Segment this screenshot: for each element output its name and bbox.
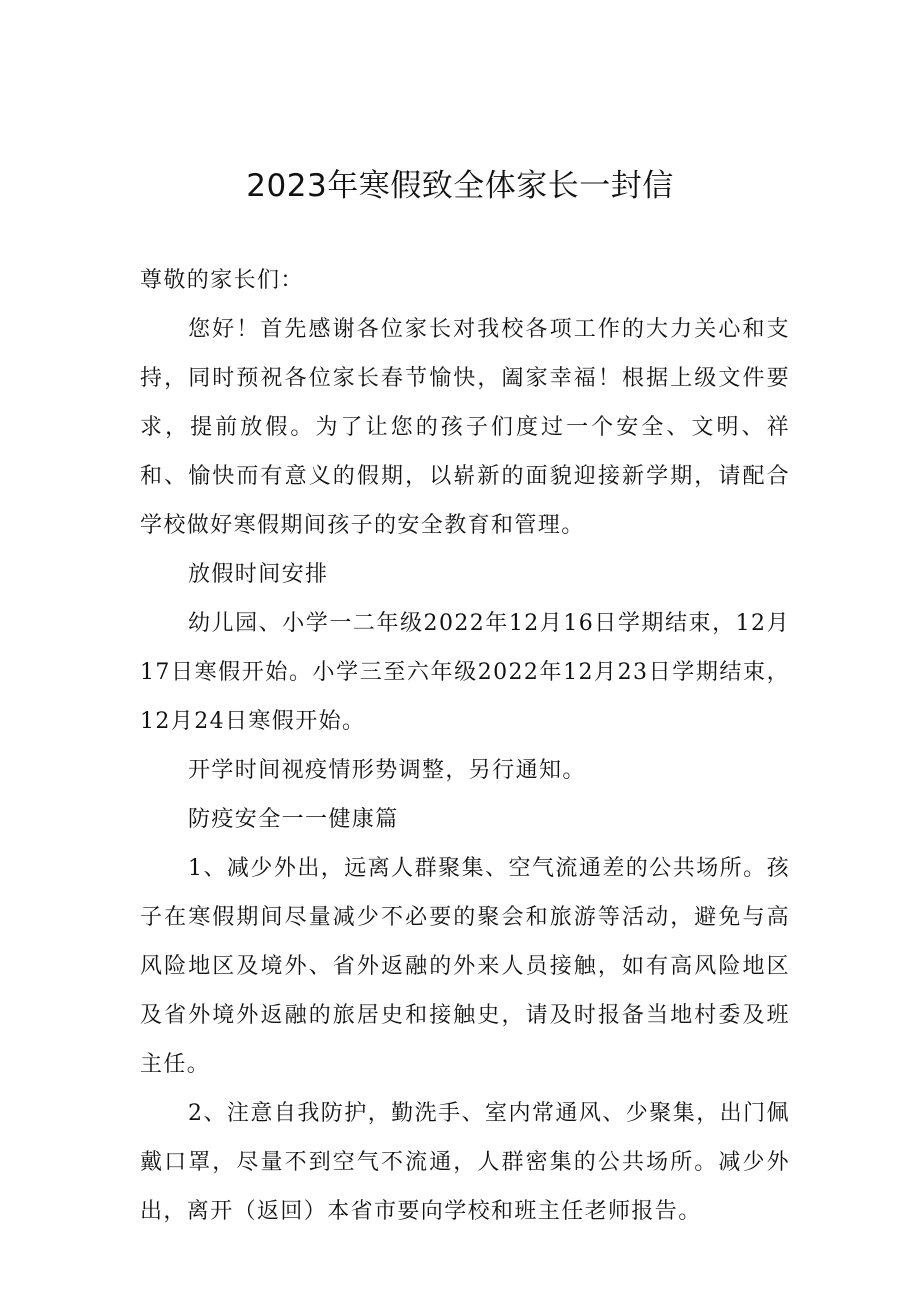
paragraph-reopening: 开学时间视疫情形势调整，另行通知。 (188, 758, 586, 783)
salutation: 尊敬的家长们： (140, 268, 304, 293)
paragraph-item-1: 1、减少外出，远离人群聚集、空气流通差的公共场所。孩子在寒假期间尽量减少不必要的聚会和旅游等活动，避免与高风险地区及境外、省外返融的外来人员接触，如有高风险地区及省外境外返融的旅居史和接触史，请及时报备当地村委及班主任。 (140, 856, 790, 1077)
document-body (140, 256, 790, 1236)
paragraph-greeting: 您好！首先感谢各位家长对我校各项工作的大力关心和支持，同时预祝各位家长春节愉快，阖家幸福！根据上级文件要求，提前放假。为了让您的孩子们度过一个安全、文明、祥和、愉快而有意义的假期，以崭新的面貌迎接新学期，请配合学校做好寒假期间孩子的安全教育和管理。 (140, 317, 790, 538)
section-heading-schedule: 放假时间安排 (188, 562, 329, 587)
document-title: 2023年寒假致全体家长一封信 (246, 168, 674, 204)
paragraph-schedule: 幼儿园、小学一二年级2022年12月16日学期结束，12月17日寒假开始。小学三至六年级2022年12月23日学期结束，12月24日寒假开始。 (140, 611, 790, 734)
paragraph-item-2: 2、注意自我防护，勤洗手、室内常通风、少聚集，出门佩戴口罩，尽量不到空气不流通，人群密集的公共场所。减少外出，离开（返回）本省市要向学校和班主任老师报告。 (140, 1101, 790, 1224)
section-heading-health: 防疫安全一一健康篇 (188, 807, 399, 832)
